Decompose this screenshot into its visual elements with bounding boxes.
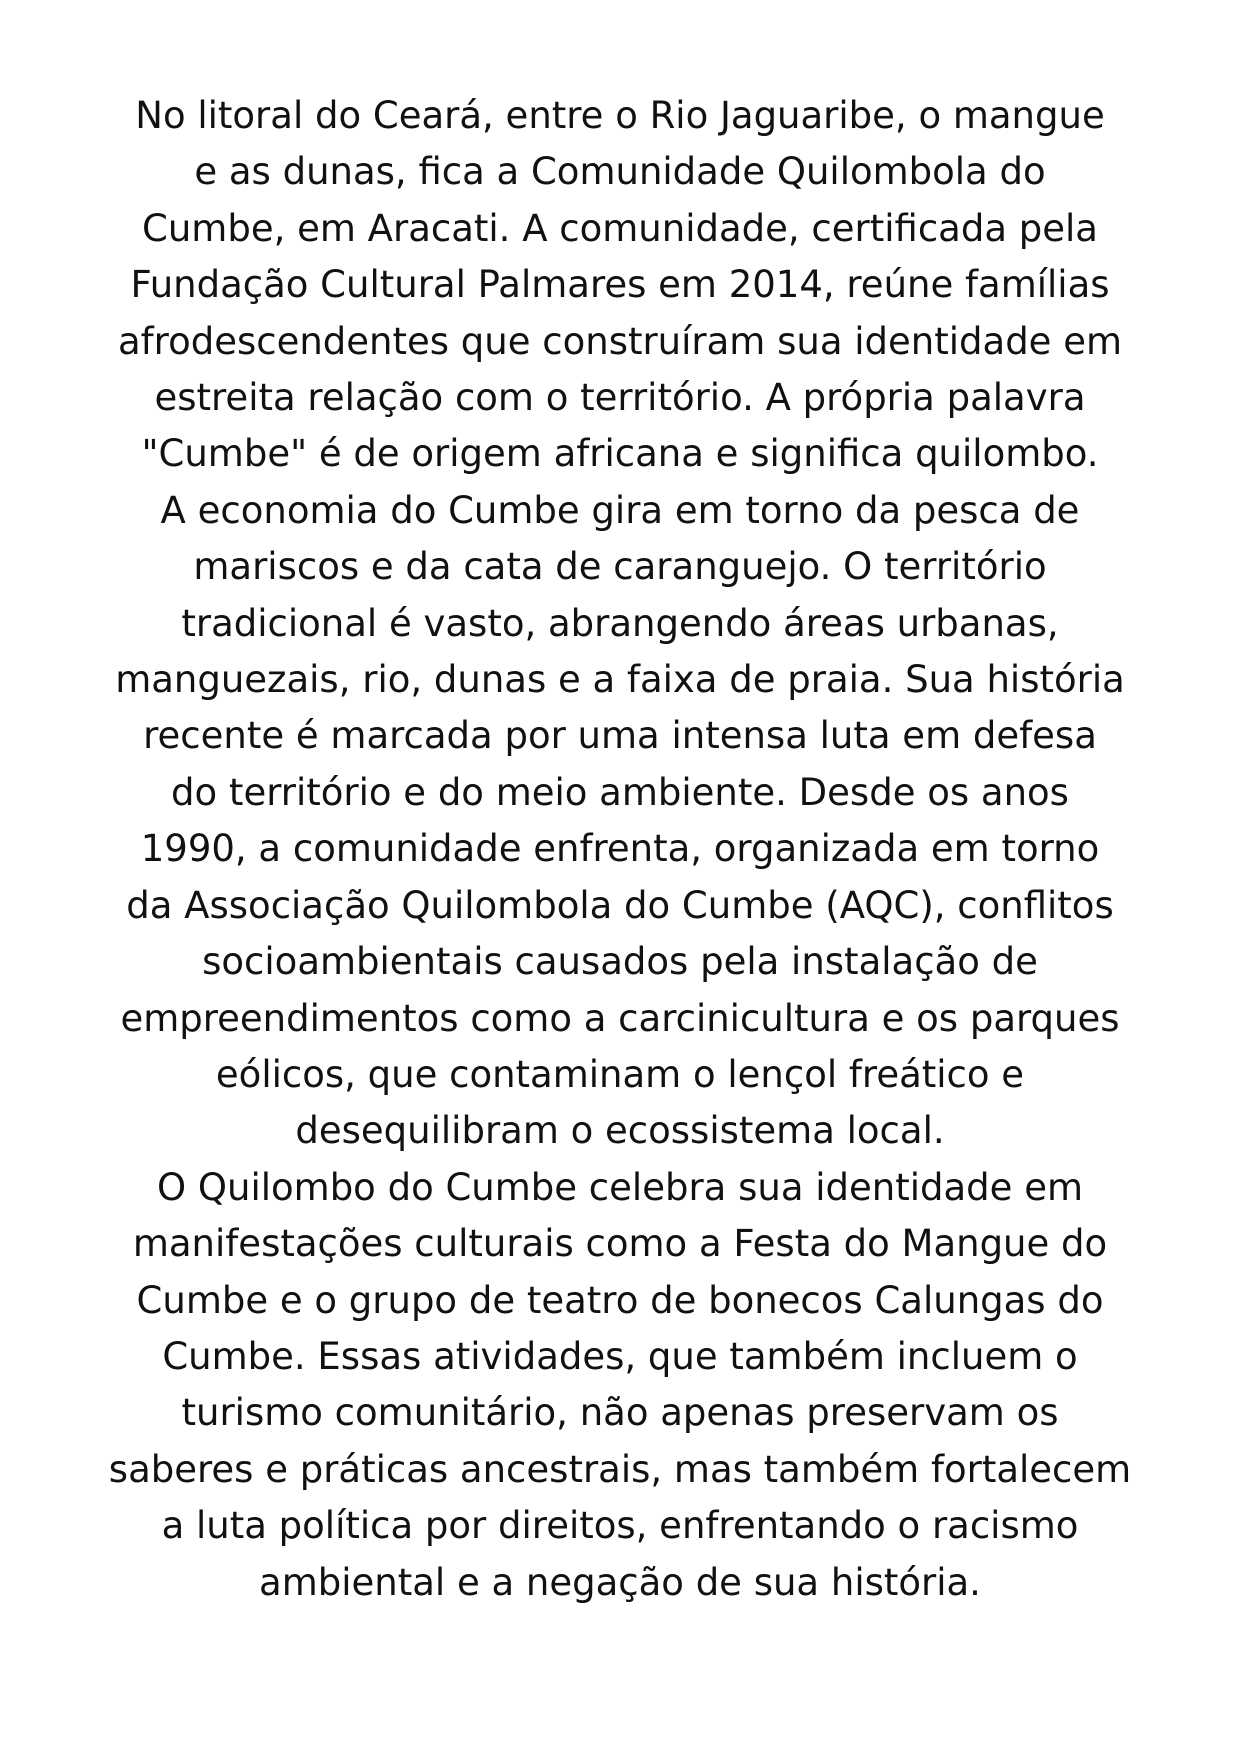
text-line-3: Cumbe, em Aracati. A comunidade, certificada pela [142,206,1098,250]
text-line-14: 1990, a comunidade enfrenta, organizada em torno [140,827,1100,871]
body-text [100,88,1140,1611]
text-line-4: Fundação Cultural Palmares em 2014, reúne famílias [130,263,1110,307]
text-line-20: O Quilombo do Cumbe celebra sua identidade em [157,1165,1083,1209]
text-line-15: da Associação Quilombola do Cumbe (AQC), conflitos [126,883,1114,927]
text-line-13: do território e do meio ambiente. Desde os anos [171,770,1069,814]
text-line-6: estreita relação com o território. A própria palavra [154,376,1086,420]
text-line-5: afrodescendentes que construíram sua identidade em [117,319,1123,363]
text-line-17: empreendimentos como a carcinicultura e os parques [120,996,1120,1040]
text-line-19: desequilibram o ecossistema local. [295,1109,945,1153]
text-line-23: Cumbe. Essas atividades, que também incluem o [162,1334,1078,1378]
text-line-7: "Cumbe" é de origem africana e significa quilombo. [141,432,1099,476]
text-line-27: ambiental e a negação de sua história. [259,1560,981,1604]
text-line-9: mariscos e da cata de caranguejo. O território [193,545,1047,589]
text-line-8: A economia do Cumbe gira em torno da pesca de [160,488,1080,532]
text-line-25: saberes e práticas ancestrais, mas também fortalecem [108,1447,1132,1491]
text-line-16: socioambientais causados pela instalação de [202,940,1038,984]
text-line-1: No litoral do Ceará, entre o Rio Jaguaribe, o mangue [135,94,1105,137]
text-line-24: turismo comunitário, não apenas preservam os [181,1391,1059,1435]
text-line-26: a luta política por direitos, enfrentando o racismo [161,1504,1079,1548]
text-line-21: manifestações culturais como a Festa do Mangue do [132,1222,1108,1266]
text-line-11: manguezais, rio, dunas e a faixa de praia. Sua história [115,658,1125,702]
text-line-10: tradicional é vasto, abrangendo áreas urbanas, [181,601,1059,645]
text-line-18: eólicos, que contaminam o lençol freático e [215,1052,1025,1096]
text-line-12: recente é marcada por uma intensa luta em defesa [143,714,1097,758]
text-line-22: Cumbe e o grupo de teatro de bonecos Calungas do [136,1278,1104,1322]
text-line-2: e as dunas, fica a Comunidade Quilombola do [194,150,1046,194]
